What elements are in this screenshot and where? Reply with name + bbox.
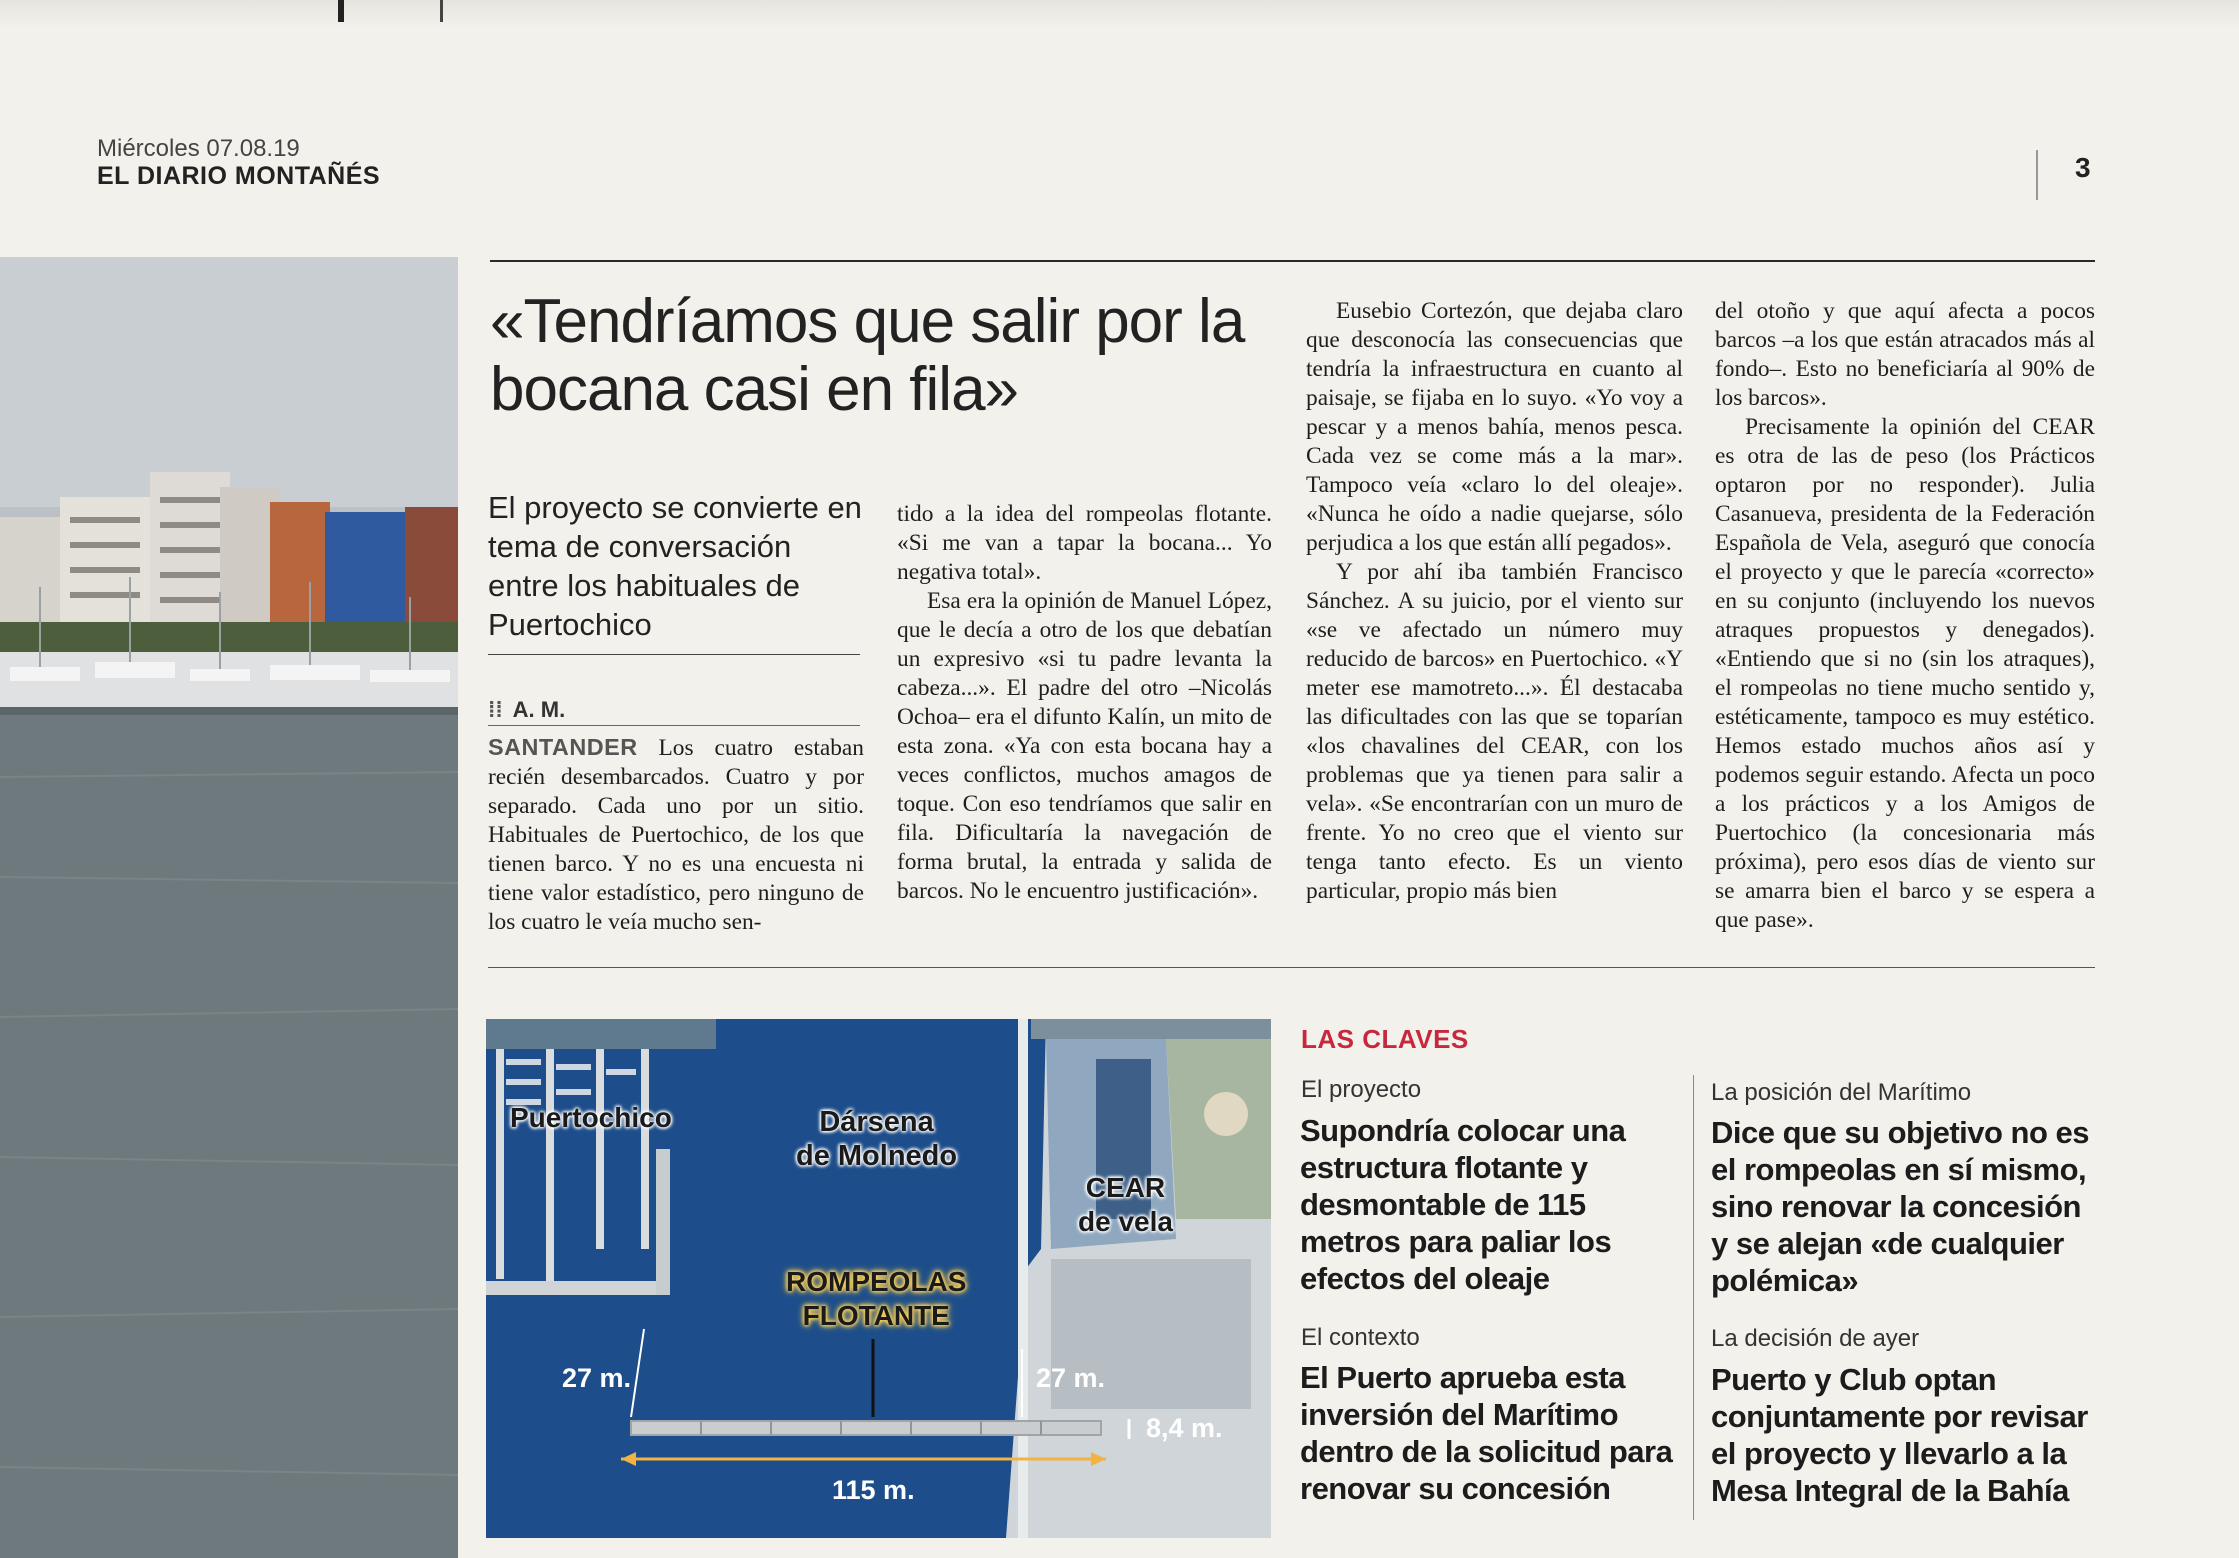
clave-text: Dice que su objetivo no es el rompeolas en sí mismo, sino renovar la concesión y se alejan «de cualquier polémica»: [1711, 1115, 2090, 1298]
column-3-paragraph: Eusebio Cortezón, que dejaba claro que desconocía las consecuencias que tendría la infraestructura en cuanto al paisaje, se fijaba en lo suyo. «Yo voy a pescar y a menos bahía, menos pesca. Cada vez se come más a la mar». Tampoco veía «claro lo del oleaje». «Nunca he oído a nadie quejarse, sólo perjudica a los que están allí pegados».: [1306, 298, 1683, 556]
column-2-paragraph: tido a la idea del rompeolas flotante. «Si me van a tapar la bocana... Yo negativa total».: [897, 501, 1272, 585]
column-4-paragraph: Precisamente la opinión del CEAR es otra de las de peso (los Prácticos optaron por no responder). Julia Casanueva, presidenta de la Federación Española de Vela, aseguró que conocía el proyecto y que le parecía «correcto» en su conjunto (incluyendo los nuevos atraques propuestos y denegados). «Entiendo que si no (sin los atraques), el rompeolas no tiene mucho sentido y, estéticamente, tampoco es muy estético. Hemos estado muchos años así y podemos seguir estando. Afecta un poco a los prácticos y a los Amigos de Puertochico (la concesionaria más próxima), pero esos días de viento sur se amarra bien el barco y se espera a que pase».: [1715, 414, 2095, 933]
clave-label: La posición del Marítimo: [1711, 1079, 1972, 1106]
column-4-paragraph: del otoño y que aquí afecta a pocos barcos –a los que están atracados más al fondo–. Esto no beneficiaría al 90% de los barcos».: [1715, 298, 2095, 411]
clave-label: La decisión de ayer: [1711, 1325, 1920, 1352]
byline: [488, 697, 565, 723]
column-3-paragraph: Y por ahí iba también Francisco Sánchez. A su juicio, por el viento sur «se ve afectado un número muy reducido de barcos» en Puertochico. «Y meter ese mamotreto...». Él destacaba las dificultades con las que se toparían «los chavalines del CEAR, con los problemas que ya tienen para salir a vela». «Se encontrarían con un muro de frente. Yo no creo que el viento sur tenga tanto efecto. Es un viento particular, propio más bien: [1306, 559, 1683, 904]
clave-text: El Puerto aprueba esta inversión del Marítimo dentro de la solicitud para renovar su concesión: [1300, 1360, 1673, 1506]
article-column-4: [1715, 297, 2095, 935]
measure-length: 115 m.: [832, 1475, 915, 1505]
author-name: A. M.: [512, 697, 566, 722]
binding-mark: [338, 0, 344, 22]
claves-title: LAS CLAVES: [1301, 1024, 1469, 1054]
map-label-cear: [1078, 1171, 1173, 1239]
map-label-rompeolas-line: FLOTANTE: [802, 1300, 950, 1331]
section-divider: [488, 967, 2095, 968]
harbour-map: [486, 1019, 1271, 1538]
harbour-photo-illustration: [0, 257, 458, 1558]
article-top-rule: [490, 260, 2095, 262]
clave-text: Puerto y Club optan conjuntamente por revisar el proyecto y llevarlo a la Mesa Integral de la Bahía: [1711, 1362, 2088, 1508]
map-label-rompeolas: [786, 1265, 966, 1333]
map-label-darsena-line: Dársena: [819, 1106, 934, 1138]
page-number-divider: [2036, 150, 2038, 200]
article-subheadline: El proyecto se convierte en tema de conversación entre los habituales de Puertochico: [488, 490, 862, 642]
column-1-text: Los cuatro estaban recién desembarcados. Cuatro y por separado. Cada uno por un sitio. Habituales de Puertochico, de los que tienen barco. Y no es una encuesta ni tiene valor estadístico, pero ninguno de los cuatro le veía mucho sen-: [488, 735, 864, 935]
article-column-3: [1306, 297, 1683, 906]
page-number: 3: [2075, 152, 2091, 183]
byline-marker-icon: ⁞⁞: [488, 697, 503, 722]
article-headline: «Tendríamos que salir por la bocana casi en fila»: [490, 287, 1245, 424]
claves-column-divider: [1693, 1075, 1694, 1520]
newspaper-name: EL DIARIO MONTAÑÉS: [97, 162, 381, 190]
map-label-cear-line: CEAR: [1085, 1172, 1166, 1203]
map-label-cear-line: de vela: [1078, 1206, 1173, 1237]
map-label-rompeolas-line: ROMPEOLAS: [786, 1266, 967, 1297]
column-2-paragraph: Esa era la opinión de Manuel López, que le decía a otro de los que debatían un expresivo «si tu padre levanta la cabeza...». El padre del otro –Nicolás Ochoa– era el difunto Kalín, un mito de esta zona. «Ya con esta bocana hay a veces conflictos, muchos amagos de toque. Con eso tendríamos que salir en fila. Dificultaría la navegación de forma brutal, la entrada y salida de barcos. No le encuentro justificación».: [897, 588, 1272, 904]
harbour-photo: [0, 257, 458, 1558]
map-label-darsena: [796, 1105, 957, 1173]
measure-depth: 8,4 m.: [1146, 1413, 1223, 1443]
clave-text: Supondría colocar una estructura flotante y desmontable de 115 metros para paliar los efectos del oleaje: [1300, 1113, 1626, 1296]
dateline: SANTANDER: [488, 734, 638, 760]
issue-date: Miércoles 07.08.19: [97, 135, 300, 162]
byline-rule: [488, 725, 860, 726]
clave-label: El contexto: [1301, 1324, 1420, 1351]
subheadline-rule: [488, 654, 860, 655]
map-label-darsena-line: de Molnedo: [796, 1140, 958, 1172]
binding-mark: [440, 0, 443, 22]
clave-label: El proyecto: [1301, 1076, 1422, 1103]
measure-right: 27 m.: [1036, 1363, 1106, 1393]
page-fold: [0, 0, 2239, 28]
measure-left: 27 m.: [562, 1363, 632, 1393]
article-column-1: [488, 733, 864, 937]
map-label-puertochico: Puertochico: [510, 1102, 672, 1133]
article-column-2: [897, 500, 1272, 906]
